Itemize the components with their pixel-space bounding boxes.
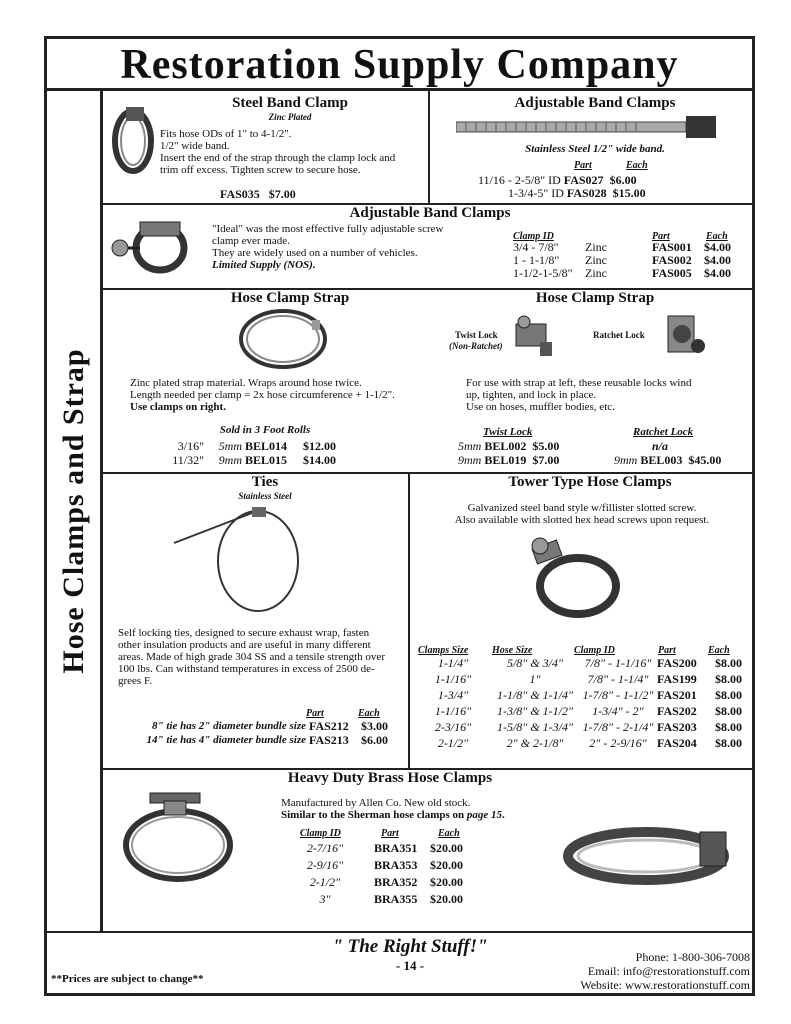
- table-row: 2-9/16" BRA353 $20.00: [306, 858, 463, 872]
- brass-clamp-photo: [560, 810, 740, 896]
- ties-table: 8" tie has 2" diameter bundle size FAS212 $3.00 14" tie has 4" diameter bundle size FAS213 $6.00: [146, 719, 388, 747]
- ratchet-na: n/a: [652, 439, 669, 453]
- col-clamp-id: Clamp ID: [513, 231, 554, 242]
- divider: [408, 472, 410, 768]
- strap-desc: Zinc plated strap material. Wraps around hose twice. Length needed per clamp = 2x hose circumference + 1-1/2". Use clamps on right.: [130, 377, 395, 413]
- website-link[interactable]: Website: www.restorationstuff.com: [580, 978, 750, 992]
- tower-clamp-image: [520, 534, 624, 618]
- header: [47, 39, 752, 91]
- col-each: Each: [626, 160, 648, 171]
- ratchet-lock-row: 9mm BEL003 $45.00: [614, 453, 722, 467]
- adj-band-subtitle: Stainless Steel 1/2" wide band.: [525, 143, 665, 155]
- twist-lock-image: [510, 314, 556, 360]
- ideal-clamp-desc: "Ideal" was the most effective fully adjustable screw clamp ever made. They are widely used on a number of vehicles. Limited Supply (NOS).: [212, 223, 444, 271]
- col-each: Each: [358, 708, 380, 719]
- col-each: Each: [706, 231, 728, 242]
- col-part: Part: [306, 708, 324, 719]
- ratchet-lock-head: Ratchet Lock: [633, 426, 694, 438]
- brass-note: Similar to the Sherman hose clamps on page 15.: [281, 809, 505, 821]
- table-row: 1-3/4" 1-1/8" & 1-1/4" 1-7/8" - 1-1/2" FAS201 $8.00: [437, 688, 742, 702]
- col-part: Part: [381, 828, 399, 839]
- strap-sold: Sold in 3 Foot Rolls: [219, 424, 311, 436]
- tower-desc: Galvanized steel band style w/fillister slotted screw. Also available with slotted hex head screws upon request.: [454, 502, 710, 526]
- table-row: 2-1/2" BRA352 $20.00: [309, 875, 463, 889]
- brass-clamp-image: [120, 787, 238, 883]
- steel-band-desc: Fits hose ODs of 1" to 4-1/2". 1/2" wide band. Insert the end of the strap through the clamp lock and trim off excess. Tighten screw to secure hose.: [160, 128, 396, 176]
- steel-band-price: FAS035 $7.00: [220, 187, 296, 201]
- strap-roll-image: [236, 306, 330, 372]
- ties-title: Ties: [251, 474, 279, 490]
- brass-desc: Manufactured by Allen Co. New old stock.: [281, 797, 471, 809]
- tower-table: [418, 655, 748, 751]
- divider: [428, 91, 430, 203]
- ties-subtitle: Stainless Steel: [238, 491, 292, 501]
- steel-band-subtitle: Zinc Plated: [268, 112, 312, 122]
- tower-title: Tower Type Hose Clamps: [508, 474, 672, 490]
- phone-text: Phone: 1-800-306-7008: [635, 950, 750, 964]
- table-row: 1-3/4-5" ID FAS028 $15.00: [508, 186, 646, 200]
- tie-image: [172, 503, 312, 615]
- locks-title: Hose Clamp Strap: [535, 290, 655, 306]
- twist-lock-head: Twist Lock: [483, 426, 533, 438]
- contact-info: [520, 950, 750, 992]
- ideal-clamp-title: Adjustable Band Clamps: [349, 205, 511, 221]
- table-row: 11/16 - 2-5/8" ID FAS027 $6.00: [478, 173, 637, 187]
- table-row: 2-3/16" 1-5/8" & 1-3/4" 1-7/8" - 2-1/4" FAS203 $8.00: [434, 720, 742, 734]
- page-title: Restoration Supply Company: [120, 42, 679, 88]
- twist-lock-sub: (Non-Ratchet): [449, 341, 503, 351]
- strap-title: Hose Clamp Strap: [230, 290, 350, 306]
- twist-lock-label: Twist Lock: [455, 330, 498, 340]
- table-row: 1-1/4" 5/8" & 3/4" 7/8" - 1-1/16" FAS200 $8.00: [437, 656, 742, 670]
- col-each: Each: [438, 828, 460, 839]
- col-part: Part: [574, 160, 592, 171]
- steel-band-title: Steel Band Clamp: [232, 95, 348, 111]
- side-label-column: [47, 91, 103, 931]
- page-number: - 14 -: [395, 958, 425, 973]
- side-label: Hose Clamps and Strap: [56, 348, 90, 674]
- band-strap-image: [456, 116, 718, 140]
- table-row: 1-1/16" 1" 7/8" - 1-1/4" FAS199 $8.00: [434, 672, 742, 686]
- table-row: 2-7/16" BRA351 $20.00: [306, 841, 463, 855]
- col-clamp-id: Clamp ID: [300, 828, 341, 839]
- table-row: 3" BRA355 $20.00: [319, 892, 463, 906]
- steel-band-clamp-image: [108, 105, 158, 177]
- ratchet-lock-image: [662, 310, 708, 362]
- table-row: 2-1/2" 2" & 2-1/8" 2" - 2-9/16" FAS204 $8.00: [437, 736, 742, 750]
- brass-table: [300, 840, 463, 908]
- adj-band-title: Adjustable Band Clamps: [514, 95, 676, 111]
- strap-table: 3/16" 5mm BEL014 $12.00 11/32" 9mm BEL015 $14.00: [172, 439, 336, 467]
- brass-title: Heavy Duty Brass Hose Clamps: [287, 770, 493, 786]
- ratchet-lock-label: Ratchet Lock: [593, 330, 645, 340]
- locks-desc: For use with strap at left, these reusable locks wind up, tighten, and lock in place. Use on hoses, muffler bodies, etc.: [466, 377, 692, 413]
- tower-table-header: Clamps Size Hose Size Clamp ID Part Each: [418, 645, 730, 656]
- ideal-table: 3/4 - 7/8" Zinc FAS001 $4.00 1 - 1-1/8" Zinc FAS002 $4.00 1-1/2-1-5/8" Zinc FAS005 $4.00: [513, 240, 731, 280]
- email-link[interactable]: Email: info@restorationstuff.com: [587, 964, 750, 978]
- divider: [47, 931, 752, 933]
- twist-lock-table: 5mm BEL002 $5.00 9mm BEL019 $7.00: [458, 439, 560, 467]
- slogan: " The Right Stuff!": [332, 936, 488, 957]
- ties-desc: Self locking ties, designed to secure exhaust wrap, fasten other insulation products and are useful in many different areas. Made of high grade 304 SS and a tensile strength over 100 lbs. Can withstand temperatures in excess of 2500 de- grees F.: [118, 627, 385, 687]
- table-row: 1-1/16" 1-3/8" & 1-1/2" 1-3/4" - 2" FAS202 $8.00: [434, 704, 742, 718]
- disclaimer: **Prices are subject to change**: [51, 973, 204, 985]
- ideal-clamp-image: [110, 210, 202, 280]
- col-part: Part: [652, 231, 670, 242]
